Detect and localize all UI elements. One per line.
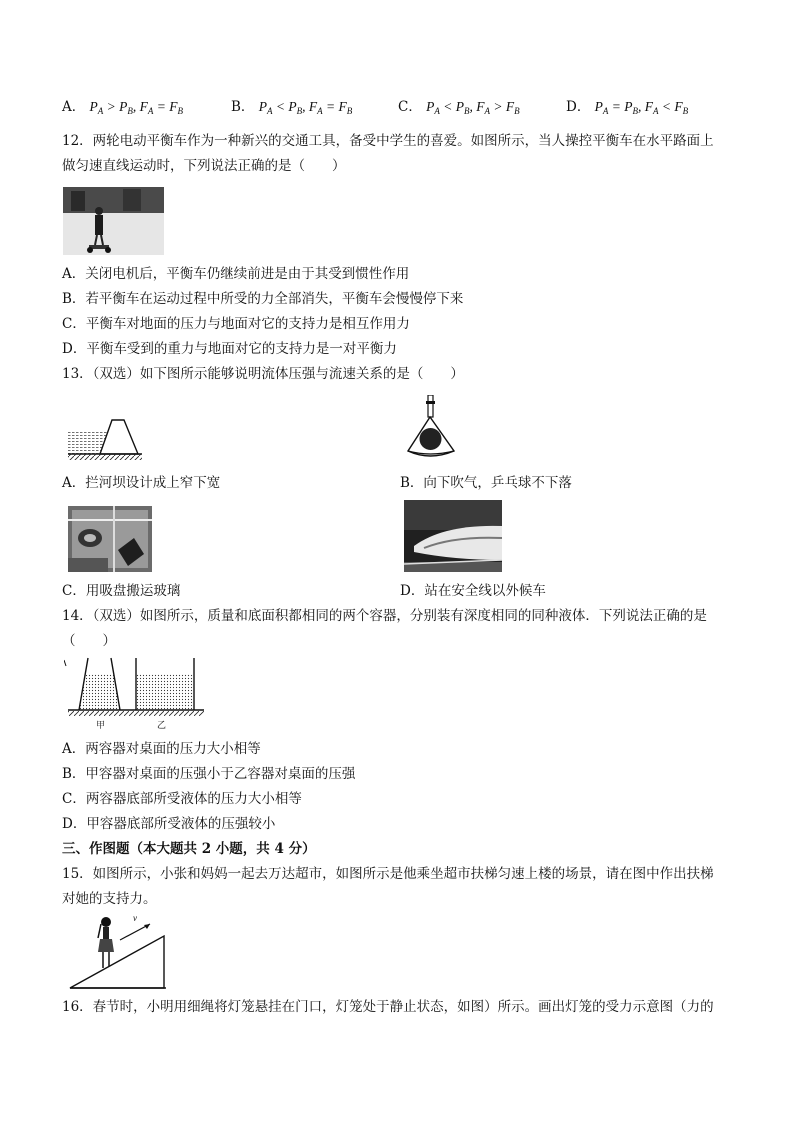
q12-option-b[interactable]: B．若平衡车在运动过程中所受的力全部消失，平衡车会慢慢停下来 [62,291,464,307]
q12-stem-line2: 做匀速直线运动时，下列说法正确的是（ ） [62,158,346,174]
q13-option-a[interactable]: A．拦河坝设计成上窄下宽 [62,475,221,491]
q13-train-photo [404,500,502,572]
option-letter: C． [398,99,422,115]
q15-stem-line2: 对她的支持力。 [62,891,157,907]
option-expression: $P_A > P_B$, $F_A = F_B$ [89,99,184,116]
q11-option-b[interactable] [231,98,352,120]
q14-option-c[interactable]: C．两容器底部所受液体的压力大小相等 [62,791,302,807]
q14-containers-figure [64,656,208,734]
option-expression: $P_A = P_B$, $F_A < F_B$ [594,99,689,116]
q11-option-c[interactable] [398,98,520,120]
q14-fig-label-a: 甲 [96,721,106,731]
q14-option-b[interactable]: B．甲容器对桌面的压强小于乙容器对桌面的压强 [62,766,356,782]
q13-option-d[interactable]: D．站在安全线以外候车 [400,583,546,599]
q12-option-d[interactable]: D．平衡车受到的重力与地面对它的支持力是一对平衡力 [62,341,397,357]
q11-option-a[interactable] [62,98,183,120]
q14-stem-line2: （ ） [62,633,116,649]
q15-escalator-figure [68,908,168,990]
q15-stem-line1: 15．如图所示，小张和妈妈一起去万达超市，如图所示是他乘坐超市扶梯匀速上楼的场景，请在图中作出扶梯 [62,866,714,882]
q13-suction-cup-photo [68,506,152,572]
option-expression: $P_A < P_B$, $F_A > F_B$ [426,99,520,116]
q15-velocity-label: v [133,913,137,923]
q14-option-d[interactable]: D．甲容器底部所受液体的压强较小 [62,816,276,832]
q14-fig-label-b: 乙 [157,721,167,731]
q11-option-d[interactable] [566,98,688,120]
q12-option-a[interactable]: A．关闭电机后，平衡车仍继续前进是由于其受到惯性作用 [62,266,410,282]
option-expression: $P_A < P_B$, $F_A = F_B$ [258,99,353,116]
option-letter: A． [62,99,86,115]
q14-stem-line1: 14．（双选）如图所示，质量和底面积都相同的两个容器，分别装有深度相同的同种液体．下列说法正确的是 [62,608,707,624]
q16-stem-line1: 16．春节时，小明用细绳将灯笼悬挂在门口，灯笼处于静止状态，如图）所示。画出灯笼的受力示意图（力的 [62,999,714,1015]
q12-option-c[interactable]: C．平衡车对地面的压力与地面对它的支持力是相互作用力 [62,316,410,332]
q12-stem-line1: 12．两轮电动平衡车作为一种新兴的交通工具，备受中学生的喜爱。如图所示，当人操控平衡车在水平路面上 [62,133,714,149]
q13-option-b[interactable]: B．向下吹气，乒乓球不下落 [400,475,572,491]
option-letter: B． [231,99,255,115]
q13-dam-figure [64,416,144,464]
q13-stem: 13．（双选）如下图所示能够说明流体压强与流速关系的是（ ） [62,366,464,382]
q14-option-a[interactable]: A．两容器对桌面的压力大小相等 [62,741,261,757]
option-letter: D． [566,99,591,115]
q13-option-c[interactable]: C．用吸盘搬运玻璃 [62,583,181,599]
q12-balance-scooter-photo [63,187,164,255]
q13-pingpong-funnel-figure [402,395,466,465]
section-3-heading: 三、作图题（本大题共 2 小题，共 4 分） [62,841,316,857]
